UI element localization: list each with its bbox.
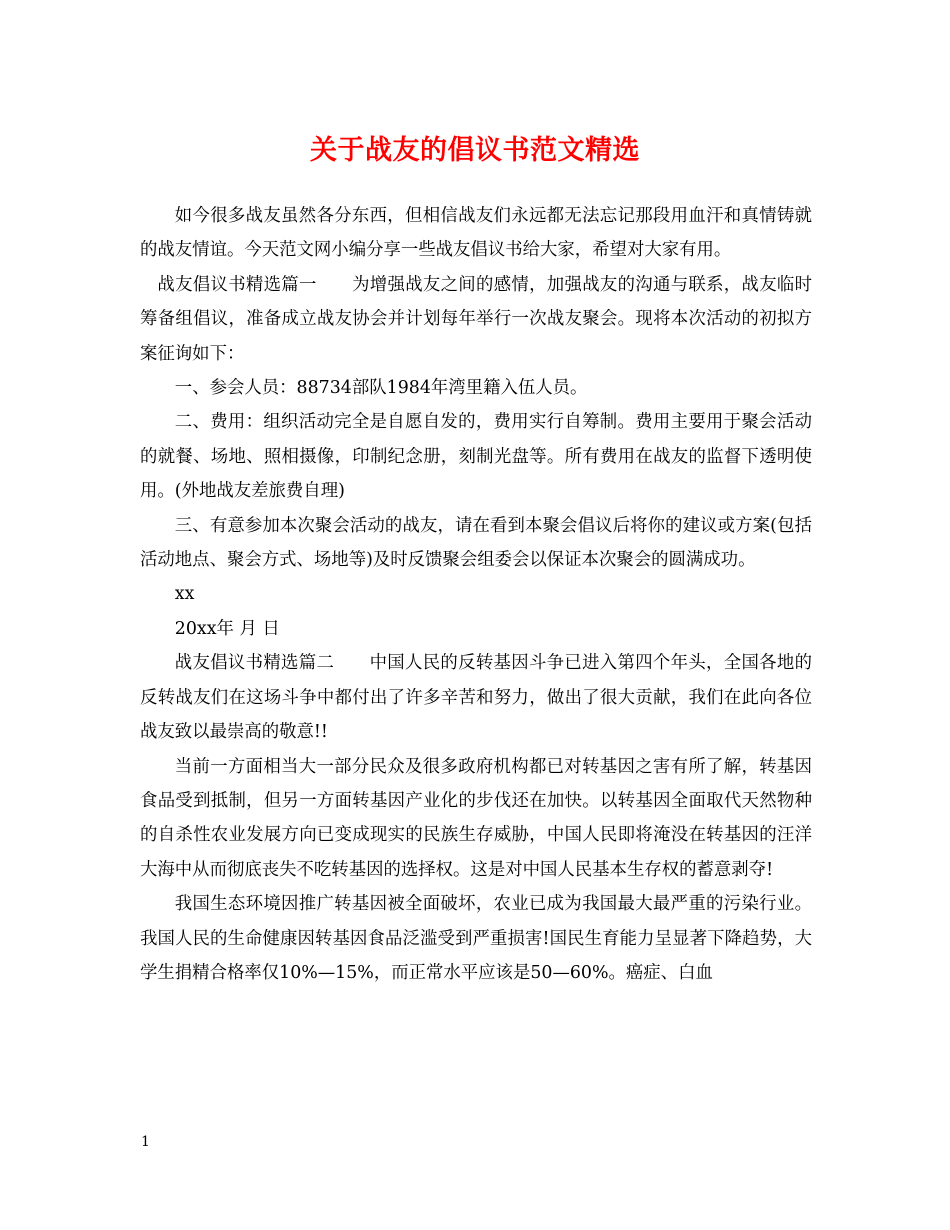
feedback-paragraph: 三、有意参加本次聚会活动的战友，请在看到本聚会倡议后将你的建议或方案(包括活动地点、聚会方式、场地等)及时反馈聚会组委会以保证本次聚会的圆满成功。 bbox=[140, 515, 812, 571]
section-two-paragraph: 战友倡议书精选篇二 中国人民的反转基因斗争已进入第四个年头，全国各地的反转战友们在这场斗争中都付出了许多辛苦和努力，做出了很大贡献，我们在此向各位战友致以最崇高的敬意!! bbox=[140, 653, 812, 743]
date-line: 20xx年 月 日 bbox=[174, 618, 280, 639]
environment-paragraph: 我国生态环境因推广转基因被全面破坏，农业已成为我国最大最严重的污染行业。我国人民的生命健康因转基因食品泛滥受到严重损害!国民生育能力呈显著下降趋势，大学生捐精合格率仅10%—15%，而正常水平应该是50—60%。癌症、白血 bbox=[140, 894, 812, 983]
intro-paragraph: 如今很多战友虽然各分东西，但相信战友们永远都无法忘记那段用血汗和真情铸就的战友情谊。今天范文网小编分享一些战友倡议书给大家，希望对大家有用。 bbox=[140, 206, 812, 261]
signature-line: xx bbox=[174, 584, 195, 605]
cost-paragraph: 二、费用：组织活动完全是自愿自发的，费用实行自筹制。费用主要用于聚会活动的就餐、场地、照相摄像，印制纪念册，刻制光盘等。所有费用在战友的监督下透明使用。(外地战友差旅费自理) bbox=[140, 412, 812, 502]
page-number: 1 bbox=[141, 1134, 150, 1150]
document-title: 关于战友的倡议书范文精选 bbox=[310, 135, 640, 166]
attendee-paragraph: 一、参会人员：88734部队1984年湾里籍入伍人员。 bbox=[174, 378, 588, 399]
section-one-paragraph: 战友倡议书精选篇一 为增强战友之间的感情，加强战友的沟通与联系，战友临时筹备组倡议，准备成立战友协会并计划每年举行一次战友聚会。现将本次活动的初拟方案征询如下： bbox=[140, 274, 812, 364]
document-body bbox=[140, 199, 812, 990]
current-situation-paragraph: 当前一方面相当大一部分民众及很多政府机构都已对转基因之害有所了解，转基因食品受到抵制，但另一方面转基因产业化的步伐还在加快。以转基因全面取代天然物种的自杀性农业发展方向已变成现实的民族生存威胁，中国人民即将淹没在转基因的汪洋大海中从而彻底丧失不吃转基因的选择权。这是对中国人民基本生存权的蓄意剥夺! bbox=[140, 756, 812, 880]
